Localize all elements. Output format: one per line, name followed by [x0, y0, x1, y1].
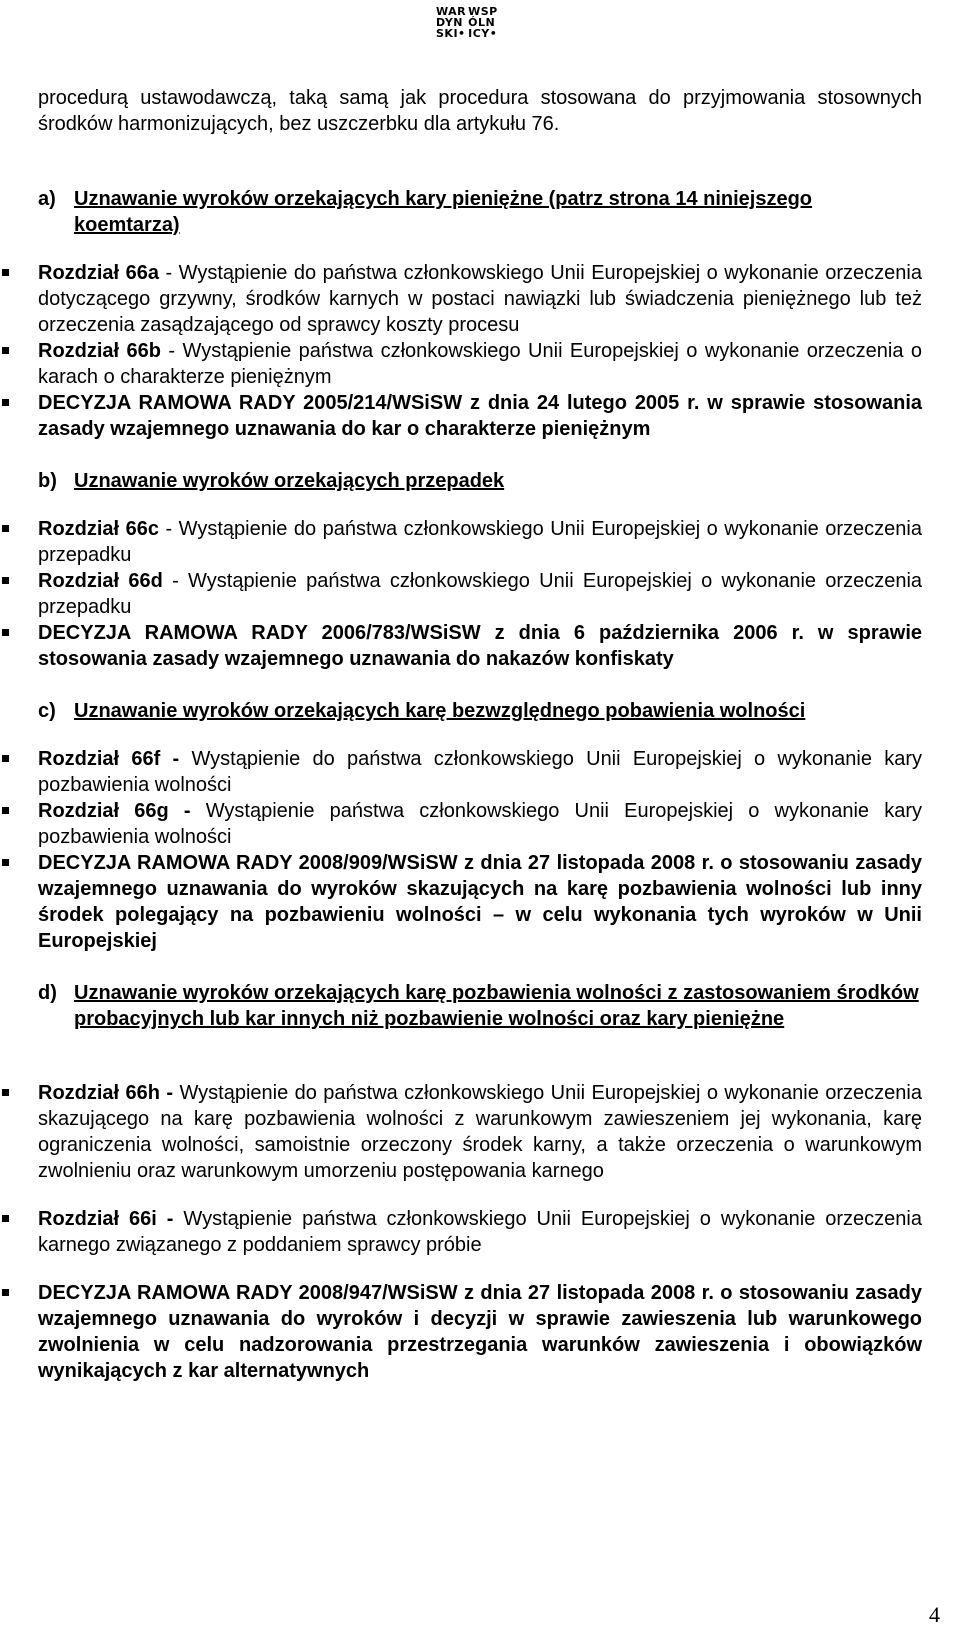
- list-item: [38, 568, 922, 620]
- bullet-icon: [2, 1089, 9, 1096]
- item-bold: DECYZJA RAMOWA RADY 2008/909/WSiSW z dnia 27 listopada 2008 r. o stosowaniu zasady wzajemnego uznawania do wyroków skazujących na karę pozbawienia wolności lub inny środek polegający na pozbawieniu wolności – w celu wykonania tych wyroków w Unii Europejskiej: [38, 852, 922, 952]
- section-heading-a: [38, 186, 922, 238]
- item-text: Wystąpienie państwa członkowskiego Unii Europejskiej o wykonanie orzeczenia karnego związanego z poddaniem sprawcy próbie: [38, 1208, 922, 1256]
- item-bold: DECYZJA RAMOWA RADY 2008/947/WSiSW z dnia 27 listopada 2008 r. o stosowaniu zasady wzajemnego uznawania do wyroków i decyzji w sprawie zawieszenia lub warunkowego zwolnienia w celu nadzorowania przestrzegania warunków zawieszenia i obowiązków wynikających z kar alternatywnych: [38, 1282, 922, 1382]
- list-item: [38, 338, 922, 390]
- item-bold: Rozdział 66d: [38, 570, 163, 592]
- logo-text: SKI•: [436, 27, 466, 40]
- list-item: [38, 1080, 922, 1184]
- item-text: Wystąpienie do państwa członkowskiego Unii Europejskiej o wykonanie kary pozbawienia wolności: [38, 748, 922, 796]
- section-label: c): [38, 700, 56, 722]
- section-title: Uznawanie wyroków orzekających karę bezwzględnego pobawienia wolności: [74, 700, 806, 722]
- section-label: b): [38, 470, 57, 492]
- item-text: - Wystąpienie państwa członkowskiego Unii Europejskiej o wykonanie orzeczenia o karach o charakterze pieniężnym: [38, 340, 922, 388]
- list-item: [38, 390, 922, 442]
- item-bold: DECYZJA RAMOWA RADY 2006/783/WSiSW z dnia 6 października 2006 r. w sprawie stosowania zasady wzajemnego uznawania do nakazów konfiskaty: [38, 622, 922, 670]
- bullet-icon: [2, 755, 9, 762]
- list-item: [38, 798, 922, 850]
- section-heading-d: [38, 980, 922, 1032]
- bullet-icon: [2, 807, 9, 814]
- item-text: Wystąpienie państwa członkowskiego Unii Europejskiej o wykonanie kary pozbawienia wolności: [38, 800, 922, 848]
- section-title: Uznawanie wyroków orzekających karę pozbawienia wolności z zastosowaniem środków probacyjnych lub kar innych niż pozbawienie wolności oraz kary pieniężne: [74, 982, 919, 1030]
- logo: [436, 6, 498, 39]
- list-item: [38, 1206, 922, 1258]
- item-text: - Wystąpienie państwa członkowskiego Unii Europejskiej o wykonanie orzeczenia przepadku: [38, 570, 923, 618]
- item-bold: Rozdział 66g -: [38, 800, 191, 822]
- logo-text: ICY•: [468, 27, 498, 40]
- list-item: [38, 620, 922, 672]
- section-heading-b: [38, 468, 922, 494]
- section-heading-c: [38, 698, 922, 724]
- item-text: Wystąpienie do państwa członkowskiego Unii Europejskiej o wykonanie orzeczenia skazującego na karę pozbawienia wolności z warunkowym zawieszeniem jej wykonania, karę ograniczenia wolności, samoistnie orzeczony środek karny, a także orzeczenia o warunkowym zwolnieniu oraz warunkowym umorzeniu postępowania karnego: [38, 1082, 922, 1182]
- bullet-icon: [2, 1215, 9, 1222]
- item-bold: DECYZJA RAMOWA RADY 2005/214/WSiSW z dnia 24 lutego 2005 r. w sprawie stosowania zasady wzajemnego uznawania do kar o charakterze pieniężnym: [38, 392, 922, 440]
- item-bold: Rozdział 66h -: [38, 1082, 174, 1104]
- bullet-icon: [2, 525, 9, 532]
- bullet-icon: [2, 399, 9, 406]
- list-item: [38, 850, 922, 954]
- item-text: - Wystąpienie do państwa członkowskiego Unii Europejskiej o wykonanie orzeczenia przepadku: [38, 518, 922, 566]
- list-item: [38, 516, 922, 568]
- section-title: Uznawanie wyroków orzekających kary pieniężne (patrz strona 14 niniejszego koemtarza): [74, 188, 813, 236]
- intro-paragraph: procedurą ustawodawczą, taką samą jak procedura stosowana do przyjmowania stosownych środków harmonizujących, bez uszczerbku dla artykułu 76.: [38, 87, 922, 135]
- logo-text: DYN: [436, 16, 464, 29]
- bullet-icon: [2, 629, 9, 636]
- item-bold: Rozdział 66i -: [38, 1208, 174, 1230]
- logo-text: WAR: [436, 5, 467, 18]
- list-item: [38, 746, 922, 798]
- section-label: a): [38, 188, 56, 210]
- item-bold: Rozdział 66a: [38, 262, 159, 284]
- document-body: [38, 85, 922, 1384]
- section-title: Uznawanie wyroków orzekających przepadek: [74, 470, 505, 492]
- bullet-icon: [2, 269, 9, 276]
- logo-text: WSP: [468, 5, 498, 18]
- item-bold: Rozdział 66b: [38, 340, 161, 362]
- section-label: d): [38, 982, 57, 1004]
- logo-text: ÓLN: [468, 16, 496, 29]
- bullet-icon: [2, 1289, 9, 1296]
- item-bold: Rozdział 66f -: [38, 748, 180, 770]
- bullet-icon: [2, 577, 9, 584]
- item-bold: Rozdział 66c: [38, 518, 159, 540]
- page-number: 4: [929, 1602, 940, 1627]
- list-item: [38, 260, 922, 338]
- bullet-icon: [2, 347, 9, 354]
- bullet-icon: [2, 859, 9, 866]
- item-text: - Wystąpienie do państwa członkowskiego Unii Europejskiej o wykonanie orzeczenia dotyczącego grzywny, środków karnych w postaci nawiązki lub świadczenia pieniężnego lub też orzeczenia zasądzającego od sprawcy koszty procesu: [38, 262, 922, 336]
- list-item: [38, 1280, 922, 1384]
